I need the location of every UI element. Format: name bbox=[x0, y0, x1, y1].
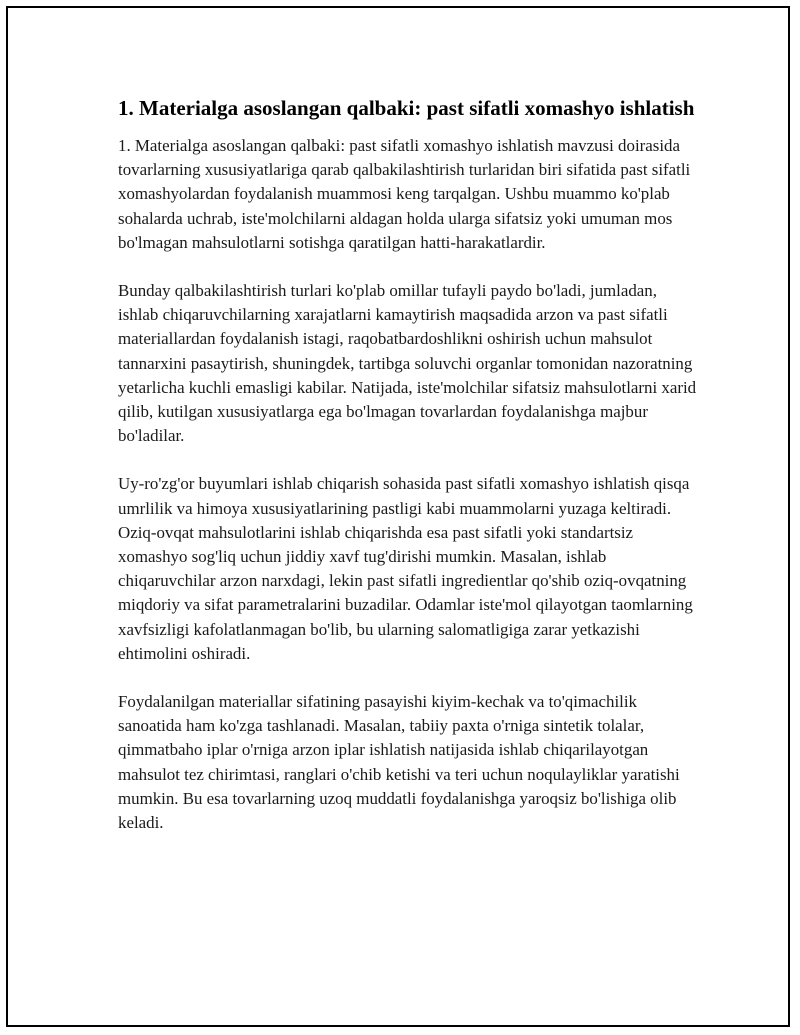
paragraph-3: Uy-ro'zg'or buyumlari ishlab chiqarish sohasida past sifatli xomashyo ishlatish qisqa umrlilik va himoya xususiyatlarining pastligi kabi muammolarni yuzaga keltiradi. Oziq-ovqat mahsulotlarini ishlab chiqarishda esa past sifatli yoki standartsiz xomashyo sog'liq uchun jiddiy xavf tug'dirishi mumkin. Masalan, ishlab chiqaruvchilar arzon narxdagi, lekin past sifatli ingredientlar qo'shib oziq-ovqatning miqdoriy va sifat parametralarini buzadilar. Odamlar iste'mol qilayotgan taomlarning xavfsizligi kafolatlanmagan bo'lib, bu ularning salomatligiga zarar yetkazishi ehtimolini oshiradi. bbox=[118, 474, 693, 663]
paragraph-2: Bunday qalbakilashtirish turlari ko'plab omillar tufayli paydo bo'ladi, jumladan, ishlab chiqaruvchilarning xarajatlarni kamaytirish maqsadida arzon va past sifatli materiallardan foydalanish istagi, raqobatbardoshlikni oshirish uchun mahsulot tannarxini pasaytirish, shuningdek, tartibga soluvchi organlar tomonidan nazoratning yetarlicha kuchli emasligi kabilar. Natijada, iste'molchilar sifatsiz mahsulotlarni xarid qilib, kutilgan xususiyatlarga ega bo'lmagan tovarlardan foydalanishga majbur bo'ladilar. bbox=[118, 281, 697, 446]
paragraph-4: Foydalanilgan materiallar sifatining pasayishi kiyim-kechak va to'qimachilik sanoatida ham ko'zga tashlanadi. Masalan, tabiiy paxta o'rniga sintetik tolalar, qimmatbaho iplar o'rniga arzon iplar ishlatish natijasida ishlab chiqarilayotgan mahsulot tez chirimtasi, ranglari o'chib ketishi va teri uchun noqulayliklar yaratishi mumkin. Bu esa tovarlarning uzoq muddatli foydalanishga yaroqsiz bo'lishiga olib keladi. bbox=[118, 692, 680, 833]
section-heading: 1. Materialga asoslangan qalbaki: past sifatli xomashyo ishlatish bbox=[118, 96, 695, 120]
paragraph-1: 1. Materialga asoslangan qalbaki: past sifatli xomashyo ishlatish mavzusi doirasida tovarlarning xususiyatlariga qarab qalbakilashtirish turlaridan biri sifatida past sifatli xomashyolardan foydalanish muammosi keng tarqalgan. Ushbu muammo ko'plab sohalarda uchrab, iste'molchilarni aldagan holda ularga sifatsiz yoki umuman mos bo'lmagan mahsulotlarni sotishga qaratilgan hatti-harakatlardir. bbox=[118, 136, 691, 252]
document-body bbox=[118, 94, 698, 859]
